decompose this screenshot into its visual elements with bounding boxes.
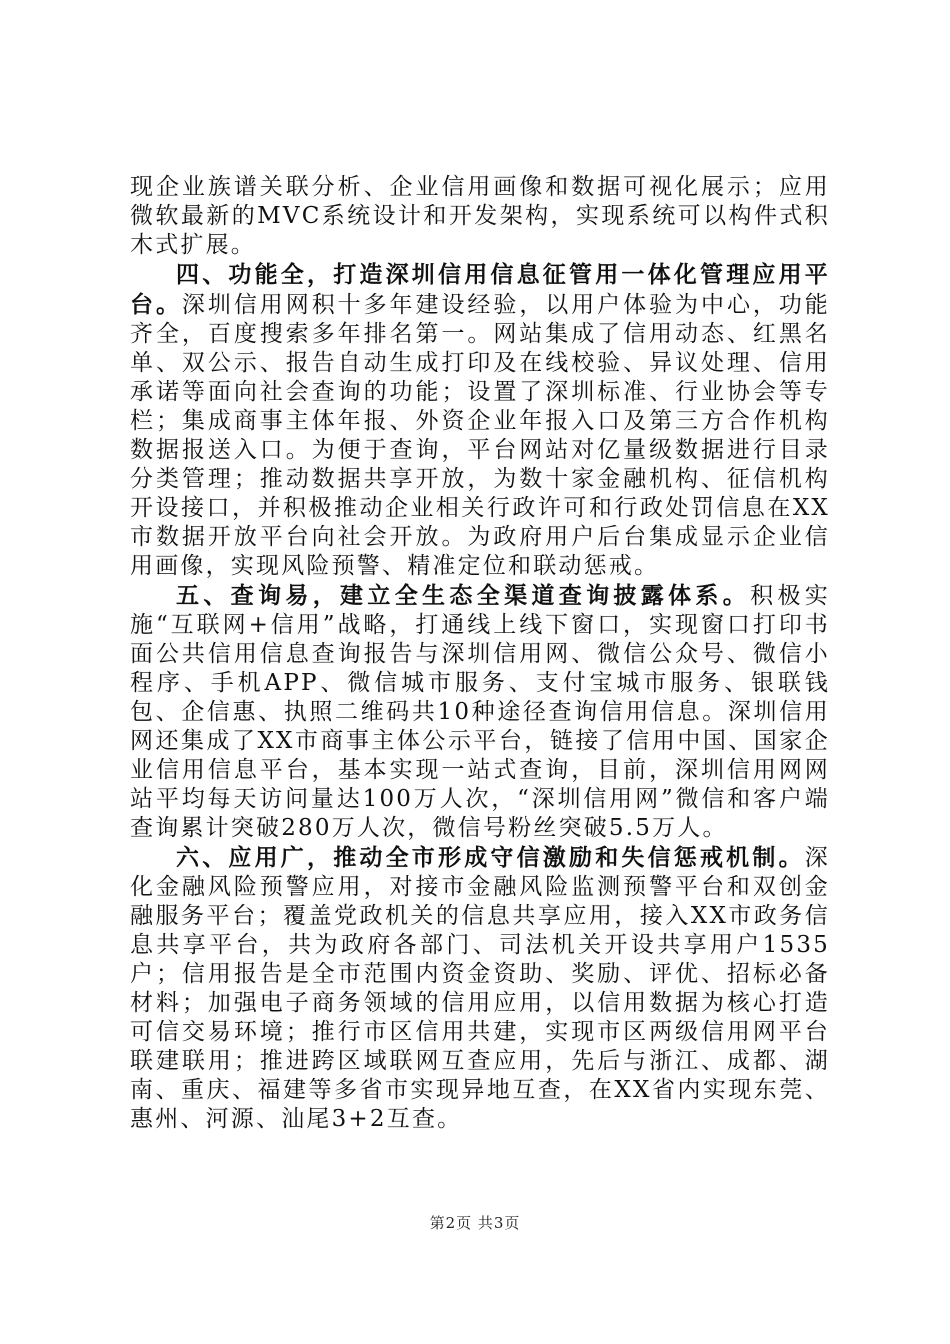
section-heading: 四、功能全，打造深圳信用信息征管用一体化管理应用平台。 [130, 261, 830, 318]
section-heading: 五、查询易，建立全生态全渠道查询披露体系。 [176, 582, 751, 609]
paragraph-text: 积极实施“互联网+信用”战略，打通线上线下窗口，实现窗口打印书面公共信用信息查询报告与深圳信用网、微信公众号、微信小程序、手机APP、微信城市服务、支付宝城市服务、银联钱包、企信惠、执照二维码共10种途径查询信用信息。深圳信用网还集成了XX市商事主体公示平台，链接了信用中国、国家企业信用信息平台，基本实现一站式查询，目前，深圳信用网网站平均每天访问量达100万人次，“深圳信用网”微信和客户端查询累计突破280万人次，微信号粉丝突破5.5万人。 [130, 583, 831, 841]
paragraph-continuation [130, 173, 830, 260]
page-number: 第2页 共3页 [429, 1214, 521, 1232]
document-body [130, 173, 830, 1134]
paragraph-text: 现企业族谱关联分析、企业信用画像和数据可视化展示；应用微软最新的MVC系统设计和开发架构，实现系统可以构件式积木式扩展。 [130, 174, 830, 258]
paragraph-section-6 [130, 843, 830, 1134]
page-footer [0, 1212, 950, 1233]
section-heading: 六、应用广，推动全市形成守信激励和失信惩戒机制。 [176, 844, 805, 871]
paragraph-section-4 [130, 260, 830, 581]
paragraph-text: 深圳信用网积十多年建设经验，以用户体验为中心，功能齐全，百度搜索多年排名第一。网站集成了信用动态、红黑名单、双公示、报告自动生成打印及在线校验、异议处理、信用承诺等面向社会查询的功能；设置了深圳标准、行业协会等专栏；集成商事主体年报、外资企业年报入口及第三方合作机构数据报送入口。为便于查询，平台网站对亿量级数据进行目录分类管理；推动数据共享开放，为数十家金融机构、征信机构开设接口，并积极推动企业相关行政许可和行政处罚信息在XX市数据开放平台向社会开放。为政府用户后台集成显示企业信用画像，实现风险预警、精准定位和联动惩戒。 [130, 292, 831, 579]
paragraph-text: 深化金融风险预警应用，对接市金融风险监测预警平台和双创金融服务平台；覆盖党政机关的信息共享应用，接入XX市政务信息共享平台，共为政府各部门、司法机关开设共享用户1535户；信用报告是全市范围内资金资助、奖励、评优、招标必备材料；加强电子商务领域的信用应用，以信用数据为核心打造可信交易环境；推行市区信用共建，实现市区两级信用网平台联建联用；推进跨区域联网互查应用，先后与浙江、成都、湖南、重庆、福建等多省市实现异地互查，在XX省内实现东莞、惠州、河源、汕尾3+2互查。 [130, 845, 830, 1132]
paragraph-section-5 [130, 581, 830, 843]
